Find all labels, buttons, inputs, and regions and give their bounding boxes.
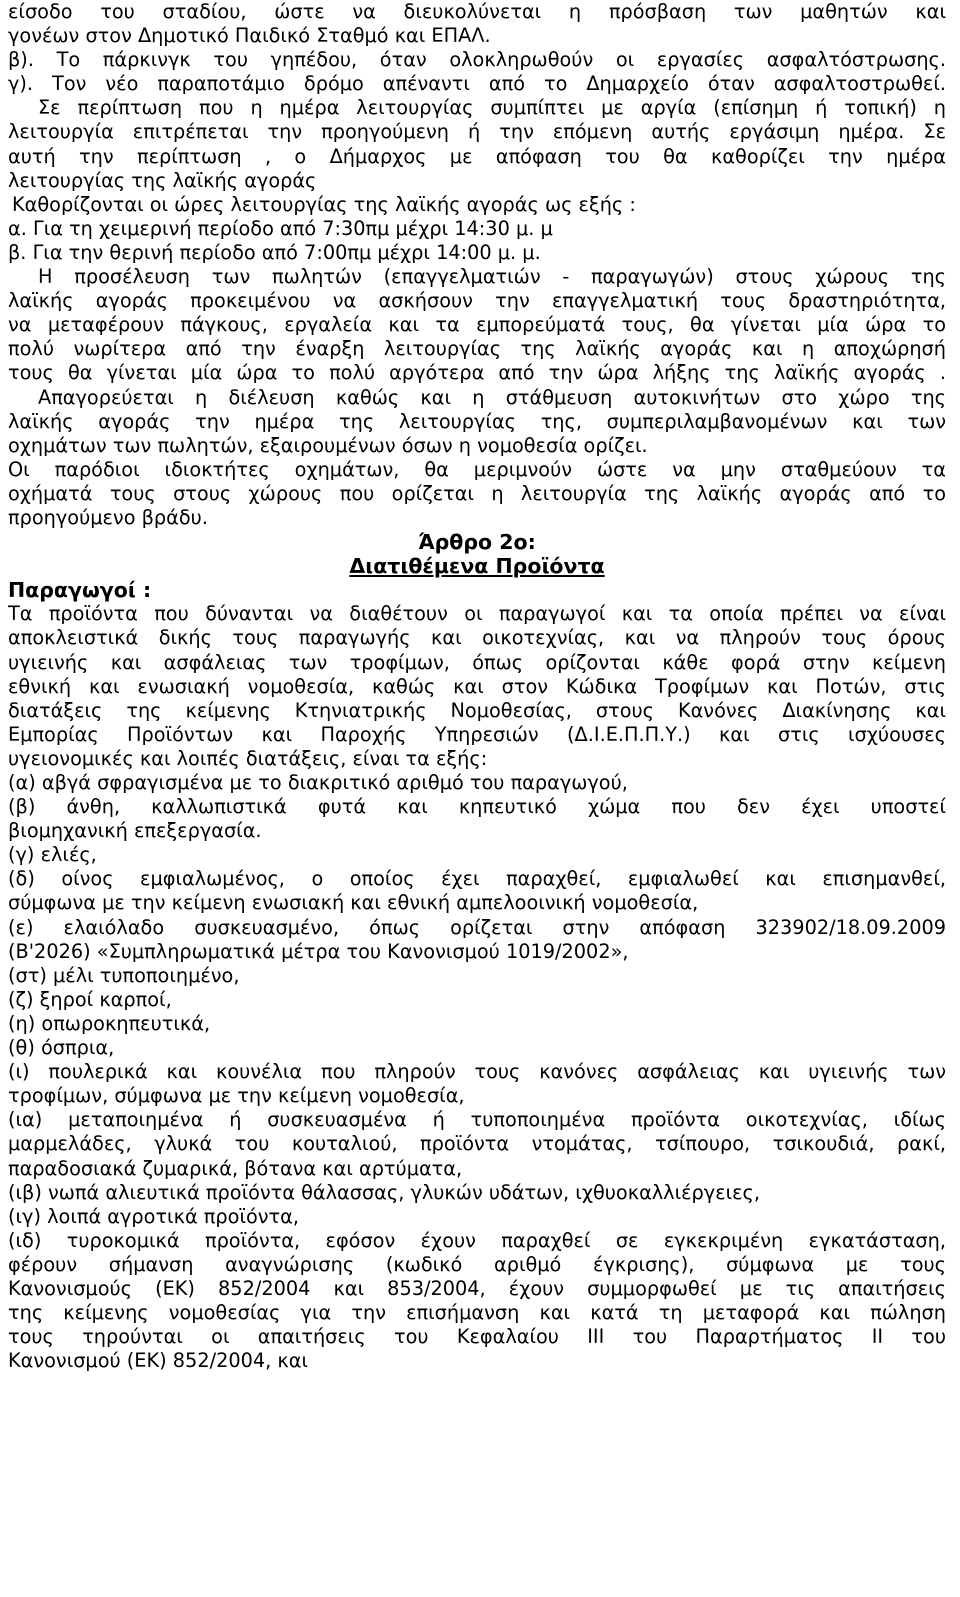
text-line: παραδοσιακά ζυμαρικά, βότανα και αρτύματα, <box>8 1156 463 1180</box>
text-line: προηγούμενο βράδυ. <box>8 505 208 529</box>
list-item: (β) άνθη, καλλωπιστικά φυτά και κηπευτικό χώμα που δεν έχει υποστεί <box>8 795 946 819</box>
text-line: Καθορίζονται οι ώρες λειτουργίας της λαϊκής αγοράς ως εξής : <box>12 192 636 216</box>
text-line: λειτουργία επιτρέπεται την προηγούμενη ή την επόμενη αυτής εργάσιμη ημέρα. Σε <box>8 120 946 144</box>
text-line: Οι παρόδιοι ιδιοκτήτες οχημάτων, θα μεριμνούν ώστε να μην σταθμεύουν τα <box>8 457 946 481</box>
text-line: αποκλειστικά δικής τους παραγωγής και οικοτεχνίας, και να πληρούν τους όρους <box>8 626 946 650</box>
text-line: β). Το πάρκινγκ του γηπέδου, όταν ολοκληρωθούν οι εργασίες ασφαλτόστρωσης. <box>8 48 946 72</box>
list-item: (δ) οίνος εμφιαλωμένος, ο οποίος έχει παραχθεί, εμφιαλωθεί και επισημανθεί, <box>8 867 946 891</box>
text-line: Τα προϊόντα που δύνανται να διαθέτουν οι παραγωγοί και τα οποία πρέπει να είναι <box>8 602 946 626</box>
text-line: β. Για την θερινή περίοδο από 7:00πμ μέχρι 14:00 μ. μ. <box>8 240 541 264</box>
text-line: Εμπορίας Προϊόντων και Παροχής Υπηρεσιών (Δ.Ι.Ε.Π.Π.Υ.) και στις ισχύουσες <box>8 722 946 746</box>
list-item: (ι) πουλερικά και κουνέλια που πληρούν τους κανόνες ασφάλειας και υγιεινής των <box>8 1060 946 1084</box>
text-line: (Β'2026) «Συμπληρωματικά μέτρα του Κανονισμού 1019/2002», <box>8 939 629 963</box>
text-line: Κανονισμού (ΕΚ) 852/2004, και <box>8 1349 309 1373</box>
list-item: (α) αβγά σφραγισμένα με το διακριτικό αριθμό του παραγωγού, <box>8 771 628 794</box>
text-line: λειτουργίας της λαϊκής αγοράς <box>8 168 317 192</box>
text-line: τους τηρούνται οι απαιτήσεις του Κεφαλαίου ΙΙΙ του Παραρτήματος ΙΙ του <box>8 1325 946 1349</box>
list-item: (ιβ) νωπά αλιευτικά προϊόντα θάλασσας, γλυκών υδάτων, ιχθυοκαλλιέργειες, <box>8 1180 761 1204</box>
text-line: γ). Τον νέο παραποτάμιο δρόμο απέναντι από το Δημαρχείο όταν ασφαλτοστρωθεί. <box>8 72 946 96</box>
text-line: γονέων στον Δημοτικό Παιδικό Σταθμό και ΕΠΑΛ. <box>8 24 491 48</box>
text-line: μαρμελάδες, γλυκά του κουταλιού, προϊόντα ντομάτας, τσίπουρο, τσικουδιά, ρακί, <box>8 1132 946 1156</box>
section-heading: Παραγωγοί : <box>8 578 152 603</box>
text-line: εθνική και ενωσιακή νομοθεσία, καθώς και στον Κώδικα Τροφίμων και Ποτών, στις <box>8 674 946 698</box>
article-subheading: Διατιθέμενα Προϊόντα <box>349 554 605 579</box>
text-line: σύμφωνα με την κείμενη ενωσιακή και εθνική αμπελοοινική νομοθεσία, <box>8 891 699 915</box>
text-line: πολύ νωρίτερα από την έναρξη λειτουργίας της λαϊκής αγοράς και η αποχώρησή <box>8 337 946 361</box>
text-line: αυτή την περίπτωση , ο Δήμαρχος με απόφαση του θα καθορίζει την ημέρα <box>8 144 946 168</box>
text-line: Κανονισμούς (ΕΚ) 852/2004 και 853/2004, έχουν συμμορφωθεί με τις απαιτήσεις <box>8 1276 946 1300</box>
text-line: τροφίμων, σύμφωνα με την κείμενη νομοθεσία, <box>8 1084 465 1108</box>
list-item: (η) οπωροκηπευτικά, <box>8 1011 211 1035</box>
list-item: (ια) μεταποιημένα ή συσκευασμένα ή τυποποιημένα προϊόντα οικοτεχνίας, ιδίως <box>8 1108 946 1132</box>
list-item: (ιδ) τυροκομικά προϊόντα, εφόσον έχουν παραχθεί σε εγκεκριμένη εγκατάσταση, <box>8 1228 946 1252</box>
text-line: οχήματά τους στους χώρους που ορίζεται η λειτουργία της λαϊκής αγοράς από το <box>8 481 946 505</box>
text-line: λαϊκής αγοράς προκειμένου να ασκήσουν την επαγγελματική τους δραστηριότητα, <box>8 289 946 313</box>
text-line: διατάξεις της κείμενης Κτηνιατρικής Νομοθεσίας, στους Κανόνες Διακίνησης και <box>8 698 946 722</box>
list-item: (γ) ελιές, <box>8 843 97 867</box>
text-line: είσοδο του σταδίου, ώστε να διευκολύνεται η πρόσβαση των μαθητών και <box>8 0 946 23</box>
text-line: οχημάτων των πωλητών, εξαιρουμένων όσων η νομοθεσία ορίζει. <box>8 433 648 457</box>
text-line: βιομηχανική επεξεργασία. <box>8 819 262 843</box>
text-line: φέρουν σήμανση αναγνώρισης (κωδικό αριθμό έγκρισης), σύμφωνα με τους <box>8 1252 946 1276</box>
text-line: να μεταφέρουν πάγκους, εργαλεία και τα εμπορεύματά τους, θα γίνεται μία ώρα το <box>8 313 946 337</box>
article-heading: Άρθρο 2ο: <box>418 530 536 555</box>
text-line: της κείμενης νομοθεσίας για την επισήμανση και κατά τη μεταφορά και πώληση <box>8 1301 946 1325</box>
list-item: (ιγ) λοιπά αγροτικά προϊόντα, <box>8 1204 299 1228</box>
list-item: (ζ) ξηροί καρποί, <box>8 987 172 1011</box>
list-item: (στ) μέλι τυποποιημένο, <box>8 963 240 987</box>
list-item: (θ) όσπρια, <box>8 1036 115 1060</box>
text-line: τους θα γίνεται μία ώρα το πολύ αργότερα από την ώρα λήξης της λαϊκής αγοράς . <box>8 361 946 385</box>
text-line: λαϊκής αγοράς την ημέρα της λειτουργίας της, συμπεριλαμβανομένων και των <box>8 409 946 433</box>
text-line: Η προσέλευση των πωλητών (επαγγελματιών - παραγωγών) στους χώρους της <box>38 265 946 289</box>
text-line: Σε περίπτωση που η ημέρα λειτουργίας συμπίπτει με αργία (επίσημη ή τοπική) η <box>38 96 946 120</box>
text-line: Απαγορεύεται η διέλευση καθώς και η στάθμευση αυτοκινήτων στο χώρο της <box>38 385 946 409</box>
list-item: (ε) ελαιόλαδο συσκευασμένο, όπως ορίζεται στην απόφαση 323902/18.09.2009 <box>8 915 946 939</box>
text-line: υγιεινής και ασφάλειας των τροφίμων, όπως ορίζονται κάθε φορά στην κείμενη <box>8 650 946 674</box>
text-line: υγειονομικές και λοιπές διατάξεις, είναι τα εξής: <box>8 746 488 770</box>
text-line: α. Για τη χειμερινή περίοδο από 7:30πμ μέχρι 14:30 μ. μ <box>8 216 553 240</box>
